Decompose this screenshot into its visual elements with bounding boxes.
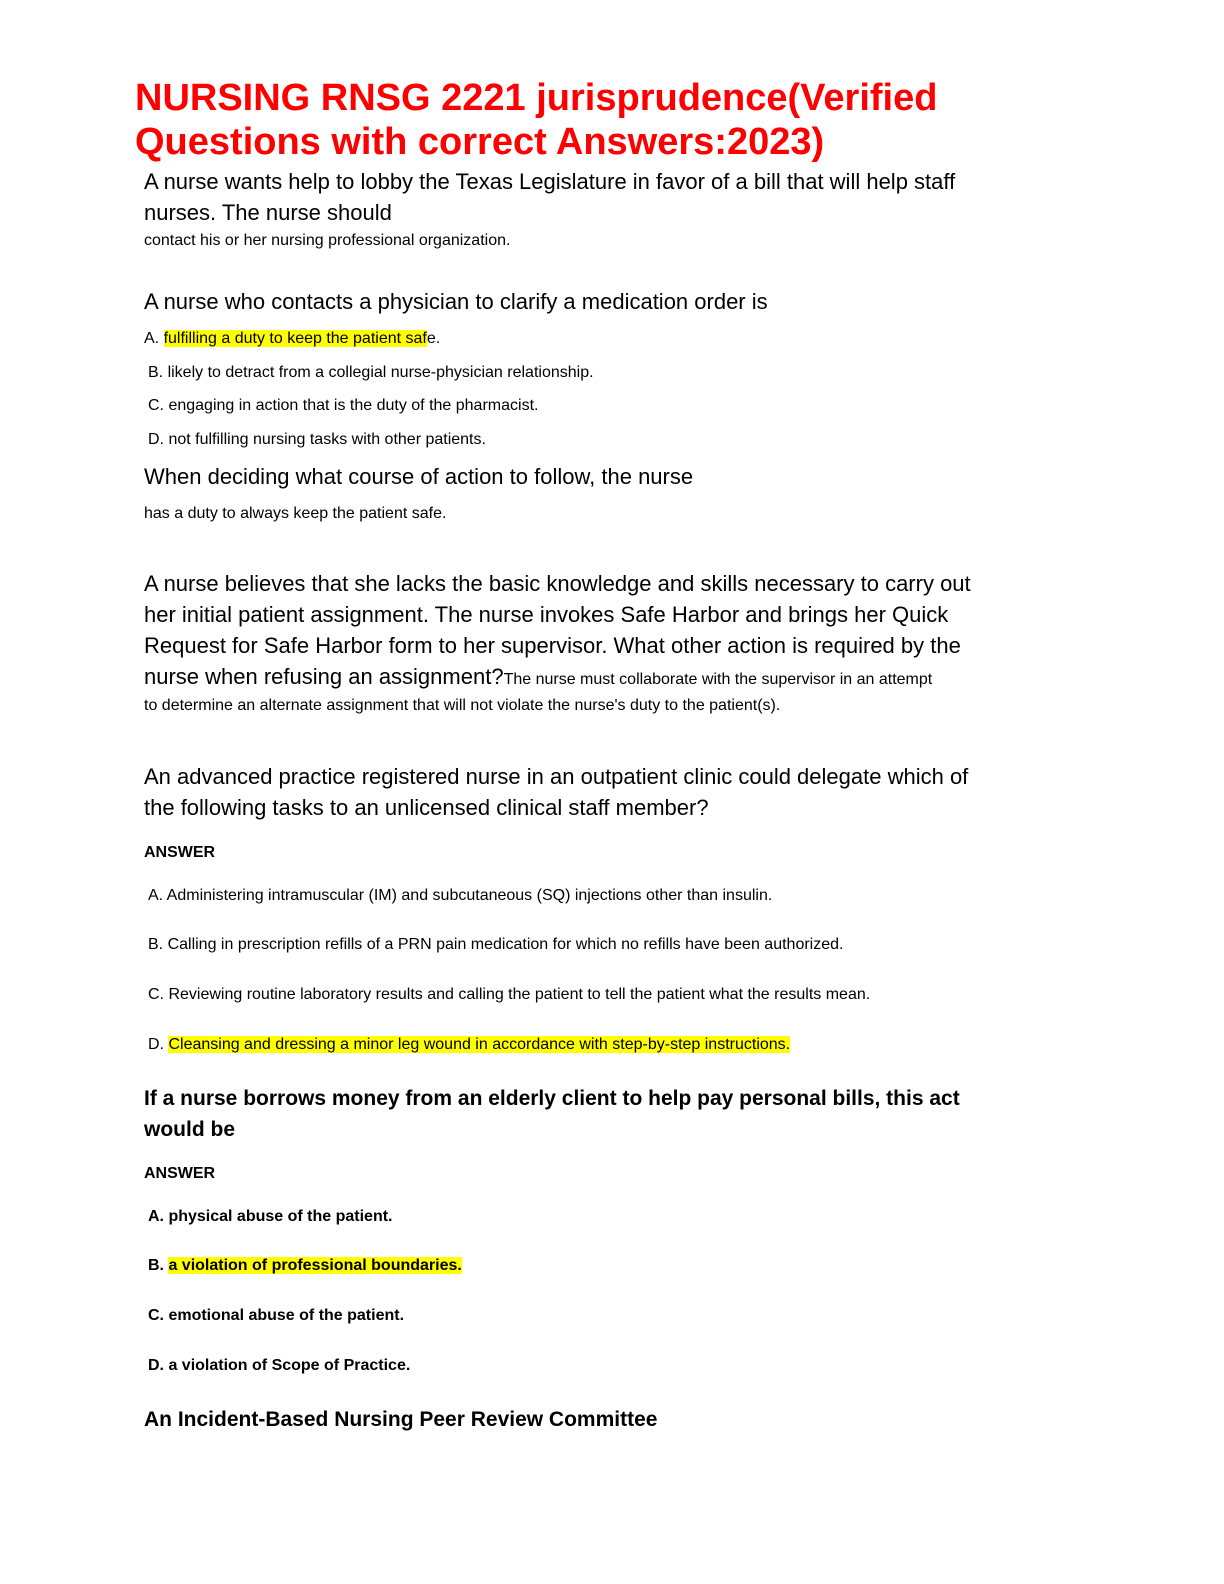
question-4-line-3: Request for Safe Harbor form to her supervisor. What other action is required by the (144, 633, 961, 658)
question-6-option-d: D. a violation of Scope of Practice. (148, 1357, 411, 1374)
question-2-option-b: B. likely to detract from a collegial nurse-physician relationship. (148, 364, 594, 381)
question-6-option-a: A. physical abuse of the patient. (148, 1208, 393, 1225)
question-4-line-4 (144, 661, 932, 692)
question-6-option-c: C. emotional abuse of the patient. (148, 1307, 405, 1324)
answer-label: ANSWER (144, 1165, 216, 1182)
question-5-line-2: the following tasks to an unlicensed clinical staff member? (144, 795, 709, 820)
question-6-line-2: would be (144, 1118, 235, 1141)
question-2: A nurse who contacts a physician to clarify a medication order is (144, 289, 768, 314)
question-2-option-a (144, 328, 440, 350)
question-5-option-a: A. Administering intramuscular (IM) and subcutaneous (SQ) injections other than insulin. (148, 887, 773, 904)
question-6-line-1: If a nurse borrows money from an elderly client to help pay personal bills, this act (144, 1087, 960, 1110)
question-1-line-2: nurses. The nurse should (144, 200, 392, 225)
question-2-option-d: D. not fulfilling nursing tasks with other patients. (148, 431, 486, 448)
question-3-answer: has a duty to always keep the patient safe. (144, 505, 447, 522)
page-title-line-2: Questions with correct Answers:2023) (135, 121, 825, 163)
highlighted-answer: fulfilling a duty to keep the patient saf (163, 330, 427, 347)
option-prefix: B. (148, 1257, 169, 1274)
option-prefix: D. (148, 1036, 169, 1053)
question-4-answer: The nurse must collaborate with the supervisor in an attempt (503, 671, 933, 688)
question-4-end: nurse when refusing an assignment? (144, 664, 504, 689)
highlighted-answer: a violation of professional boundaries. (168, 1257, 462, 1274)
highlighted-answer: Cleansing and dressing a minor leg wound in accordance with step-by-step instructions. (168, 1036, 791, 1053)
question-4-line-2: her initial patient assignment. The nurse invokes Safe Harbor and brings her Quick (144, 602, 949, 627)
option-suffix: e. (426, 330, 441, 347)
option-prefix: A. (144, 330, 164, 347)
question-1-answer: contact his or her nursing professional organization. (144, 232, 511, 249)
question-4-answer-line-2: to determine an alternate assignment that will not violate the nurse's duty to the patient(s). (144, 697, 781, 714)
question-2-option-c: C. engaging in action that is the duty of the pharmacist. (148, 397, 539, 414)
question-5-line-1: An advanced practice registered nurse in an outpatient clinic could delegate which of (144, 764, 969, 789)
page-title-line-1: NURSING RNSG 2221 jurisprudence(Verified (135, 77, 938, 119)
question-1-line-1: A nurse wants help to lobby the Texas Legislature in favor of a bill that will help staff (144, 169, 956, 194)
question-5-option-d (148, 1034, 790, 1056)
question-6-option-b (148, 1255, 462, 1277)
question-5-option-c: C. Reviewing routine laboratory results and calling the patient to tell the patient what the results mean. (148, 986, 871, 1003)
question-3: When deciding what course of action to follow, the nurse (144, 464, 694, 489)
answer-label: ANSWER (144, 844, 216, 861)
question-5-option-b: B. Calling in prescription refills of a PRN pain medication for which no refills have been authorized. (148, 936, 844, 953)
question-4-line-1: A nurse believes that she lacks the basic knowledge and skills necessary to carry out (144, 571, 971, 596)
question-7-line-1: An Incident-Based Nursing Peer Review Committee (144, 1408, 658, 1431)
